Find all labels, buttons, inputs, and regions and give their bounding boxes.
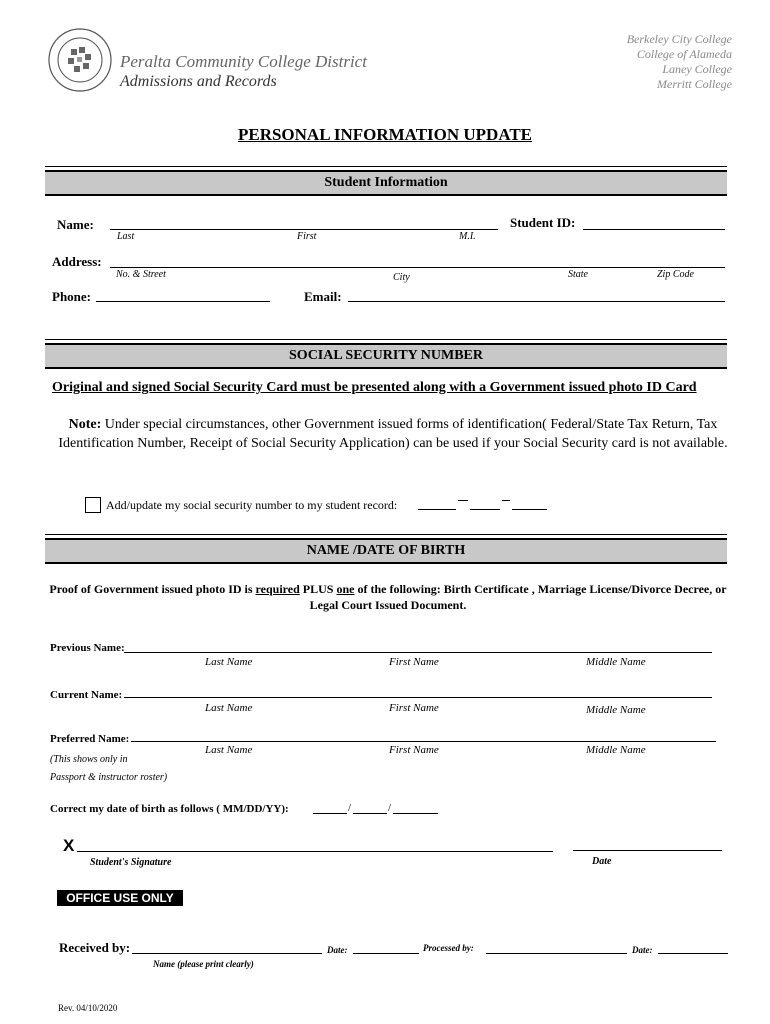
last-name-sublabel: Last Name — [205, 702, 253, 714]
preferred-name-label: Preferred Name: — [50, 733, 130, 745]
email-label: Email: — [304, 289, 342, 304]
office-date-label: Date: — [327, 945, 348, 955]
section-heading: SOCIAL SECURITY NUMBER — [289, 348, 483, 363]
section-name-dob — [45, 538, 727, 564]
middle-name-sublabel: Middle Name — [586, 704, 646, 716]
college-name: Merritt College — [657, 77, 732, 91]
first-name-sublabel: First Name — [389, 744, 439, 756]
email-field[interactable] — [348, 301, 725, 302]
ssn-dash-2 — [502, 500, 510, 501]
preferred-note: (This shows only in — [50, 754, 128, 765]
college-name: Berkeley City College — [626, 32, 732, 46]
form-title: PERSONAL INFORMATION UPDATE — [237, 125, 533, 144]
last-name-sublabel: Last Name — [205, 656, 253, 668]
mi-sublabel: M.I. — [459, 231, 476, 242]
section-heading: NAME /DATE OF BIRTH — [306, 543, 466, 558]
previous-name-field[interactable] — [124, 652, 712, 653]
zip-sublabel: Zip Code — [657, 269, 694, 280]
office-use-badge: OFFICE USE ONLY — [57, 890, 183, 906]
middle-name-sublabel: Middle Name — [586, 744, 646, 756]
dob-month-field[interactable] — [313, 813, 347, 814]
dob-slash: / — [348, 802, 352, 814]
middle-name-sublabel: Middle Name — [586, 656, 646, 668]
ssn-requirement: Original and signed Social Security Card must be presented along with a Government issued photo ID Card — [52, 380, 697, 395]
state-sublabel: State — [568, 269, 588, 280]
proof-one: one — [336, 582, 355, 596]
college-name: College of Alameda — [636, 47, 732, 61]
office-date2-field[interactable] — [658, 953, 728, 954]
note-text: Under special circumstances, other Government issued forms of identification( Federal/State Tax Return, Tax Identification Number, Receipt of Social Security Application) can be used if your Social Security card is not available. — [58, 417, 728, 451]
phone-field[interactable] — [96, 301, 270, 302]
signature-date-field[interactable] — [573, 850, 722, 851]
name-field[interactable] — [110, 229, 498, 230]
received-by-field[interactable] — [132, 953, 322, 954]
ssn-checkbox[interactable] — [85, 497, 101, 513]
preferred-name-field[interactable] — [131, 741, 716, 742]
section-student-info — [45, 170, 727, 196]
proof-text: of the following: Birth Certificate , Marriage License/Divorce Decree, or Legal Court Issued Document. — [309, 582, 727, 612]
first-name-sublabel: First Name — [389, 702, 439, 714]
ssn-checkbox-label: Add/update my social security number to my student record: — [106, 498, 398, 512]
current-name-field[interactable] — [124, 697, 712, 698]
first-name-sublabel: First Name — [389, 656, 439, 668]
current-name-label: Current Name: — [50, 689, 123, 701]
signature-date-caption: Date — [592, 856, 612, 867]
last-name-sublabel: Last Name — [205, 744, 253, 756]
college-list — [627, 32, 732, 92]
preferred-note: Passport & instructor roster) — [50, 772, 168, 783]
note-label: Note: — [68, 417, 102, 432]
signature-field[interactable] — [77, 851, 553, 852]
processed-by-label: Processed by: — [423, 943, 474, 953]
address-field[interactable] — [110, 267, 725, 268]
ssn-dash-1 — [458, 500, 468, 501]
student-id-field[interactable] — [583, 229, 725, 230]
print-name-note: Name (please print clearly) — [153, 959, 254, 969]
proof-requirement — [45, 581, 731, 613]
signature-x-mark: X — [63, 836, 75, 855]
ssn-part2-field[interactable] — [470, 509, 500, 510]
ssn-note — [48, 415, 738, 453]
signature-caption: Student's Signature — [90, 857, 172, 868]
student-id-label: Student ID: — [510, 215, 576, 230]
name-label: Name: — [57, 217, 94, 232]
received-by-label: Received by: — [59, 940, 131, 955]
previous-name-label: Previous Name: — [50, 642, 125, 654]
address-label: Address: — [52, 254, 102, 269]
proof-required: required — [255, 582, 300, 596]
dob-label: Correct my date of birth as follows ( MM/DD/YY): — [50, 803, 289, 815]
district-name: Peralta Community College District — [120, 52, 367, 71]
college-seal-logo — [47, 27, 113, 93]
proof-text: PLUS — [299, 582, 337, 596]
section-ssn — [45, 343, 727, 369]
processed-by-field[interactable] — [486, 953, 627, 954]
dob-slash: / — [388, 802, 392, 814]
office-date-field[interactable] — [353, 953, 419, 954]
last-sublabel: Last — [117, 231, 135, 242]
first-sublabel: First — [297, 231, 317, 242]
revision-date: Rev. 04/10/2020 — [58, 1003, 118, 1013]
city-sublabel: City — [393, 272, 410, 283]
office-date2-label: Date: — [632, 945, 653, 955]
section-heading: Student Information — [324, 175, 448, 190]
dob-day-field[interactable] — [353, 813, 387, 814]
street-sublabel: No. & Street — [116, 269, 166, 280]
department-name: Admissions and Records — [120, 73, 277, 90]
ssn-part3-field[interactable] — [512, 509, 547, 510]
phone-label: Phone: — [52, 289, 91, 304]
ssn-part1-field[interactable] — [418, 509, 456, 510]
dob-year-field[interactable] — [393, 813, 438, 814]
proof-text: Proof of Government issued photo ID is — [49, 582, 256, 596]
college-name: Laney College — [662, 62, 732, 76]
